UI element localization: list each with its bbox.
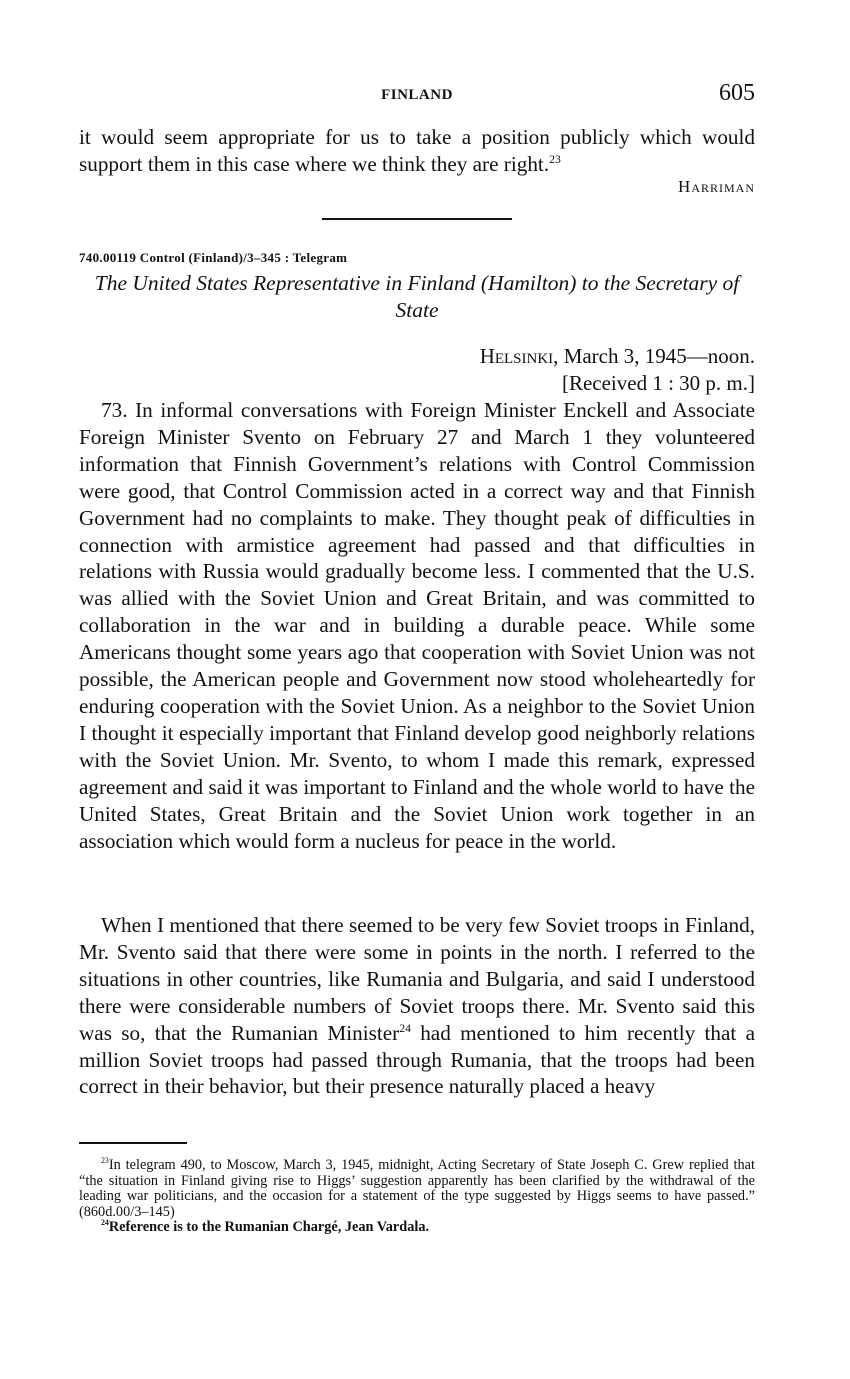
footnote-mark: 23: [101, 1156, 109, 1166]
paragraph2-text-b: had mentioned to him recently that a million Soviet troops had passed through Rumania, that the troops had been correct in their behavior, but their presence naturally placed a heavy: [79, 1020, 755, 1099]
body-paragraph-2: [79, 912, 755, 1100]
paragraph2-text-a: When I mentioned that there seemed to be very few Soviet troops in Finland, Mr. Svento said that there were some in points in the north. I referred to the situations in other countries, like Rumania and Bulgaria, and said I understood there were considerable numbers of Soviet troops there. Mr. Svento said this was so, that the Rumanian Minister: [79, 913, 755, 1045]
footnote-24: [79, 1220, 755, 1236]
footnote-23: [79, 1158, 755, 1220]
dateline-date: March 3, 1945—noon.: [558, 344, 755, 368]
file-reference: 740.00119 Control (Finland)/3–345 : Telegram: [79, 250, 348, 265]
continuation-text: it would seem appropriate for us to take a position publicly which would support them in this case where we think they are right.: [79, 125, 755, 176]
footnote-divider: [79, 1142, 187, 1144]
footnote-ref-24: 24: [399, 1021, 411, 1035]
footnote-mark: 24: [101, 1218, 109, 1228]
dateline: [480, 343, 755, 397]
running-title: FINLAND: [381, 87, 453, 103]
page-number: 605: [719, 80, 755, 106]
dateline-place: Helsinki,: [479, 344, 559, 368]
received-time: [Received 1 : 30 p. m.]: [561, 371, 755, 395]
footnote-ref-23: 23: [549, 152, 561, 166]
body-paragraph-1: 73. In informal conversations with Foreign Minister Enckell and Associate Foreign Minister Svento on February 27 and March 1 they volunteered information that Finnish Government’s relations with Control Commission were good, that Control Commission acted in a correct way and that Finnish Government had no complaints to make. They thought peak of difficulties in connection with armistice agreement had passed and that difficulties in relations with Russia would gradually become less. I commented that the U.S. was allied with the Soviet Union and Great Britain, and was committed to collaboration in the war and in building a durable peace. While some Americans thought some years ago that cooperation with Soviet Union was not possible, the American people and Government now stood wholeheartedly for enduring cooperation with the Soviet Union. As a neighbor to the Soviet Union I thought it especially important that Finland develop good neighborly relations with the Soviet Union. Mr. Svento, to whom I made this remark, expressed agreement and said it was important to Finland and the whole world to have the United States, Great Britain and the Soviet Union work together in an association which would form a nucleus for peace in the world.: [79, 398, 755, 853]
footnotes: [79, 1158, 755, 1236]
footnote-text: Reference is to the Rumanian Chargé, Jean Vardala.: [108, 1219, 430, 1235]
running-header: [79, 80, 755, 110]
section-divider: [322, 218, 512, 220]
document-title: The United States Representative in Finland (Hamilton) to the Secretary of State: [94, 271, 740, 322]
continuation-paragraph: [79, 124, 755, 178]
signature: Harriman: [678, 177, 755, 196]
dateline-line: [480, 343, 755, 370]
footnote-text: In telegram 490, to Moscow, March 3, 1945, midnight, Acting Secretary of State Joseph C. Grew replied that “the situation in Finland giving rise to Higgs’ suggestion apparently has been clarified by the withdrawal of the leading war politicians, and the occasion for a statement of the type suggested by Higgs seems to have passed.” (860d.00/3–145): [79, 1157, 755, 1220]
